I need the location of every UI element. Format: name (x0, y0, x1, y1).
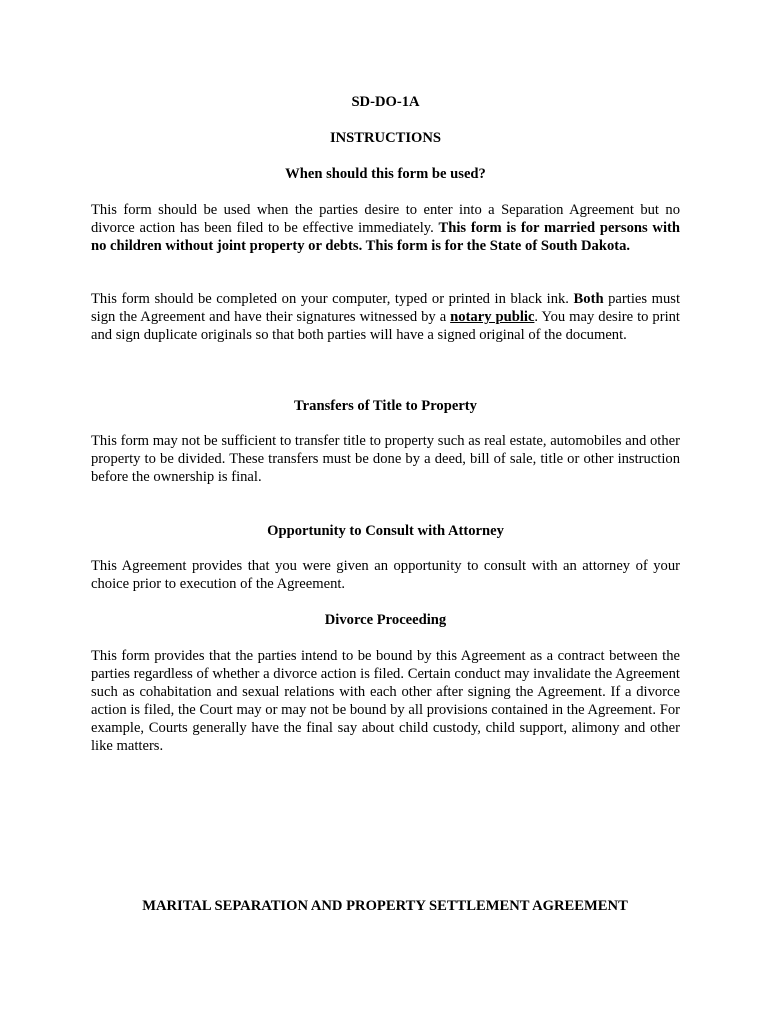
when-used-paragraph-1 (91, 201, 680, 255)
when-used-heading: When should this form be used? (285, 166, 486, 182)
attorney-paragraph: This Agreement provides that you were given an opportunity to consult with an attorney of your choice prior to execution of the Agreement. (91, 558, 680, 592)
p1-text: This form should be used when the parties desire to enter into a Separation Agreement but no divorce action has been filed to be effective immediately. (91, 202, 680, 236)
p2-text-c: parties must sign the Agreement and have their signatures witnessed by a (91, 291, 680, 325)
when-used-paragraph-2 (91, 290, 680, 344)
attorney-heading: Opportunity to Consult with Attorney (267, 523, 504, 539)
divorce-paragraph: This form provides that the parties intend to be bound by this Agreement as a contract between the parties regardless of whether a divorce action is filed. Certain conduct may invalidate the Agreement such as cohabitation and sexual relations with each other after signing the Agreement. If a divorce action is filed, the Court may or may not be bound by all provisions contained in the Agreement. For example, Courts generally have the final say about child custody, child support, alimony and other like matters. (91, 648, 680, 754)
transfers-paragraph: This form may not be sufficient to transfer title to property such as real estate, automobiles and other property to be divided. These transfers must be done by a deed, bill of sale, title or other instruction before the ownership is final. (91, 433, 680, 485)
p2-text-a: This form should be completed on your computer, typed or printed in black ink. (91, 291, 574, 307)
notary-public-text: notary public (450, 309, 535, 325)
p2-text-e: . You may desire to print and sign duplicate originals so that both parties will have a signed original of the document. (91, 309, 680, 343)
divorce-heading: Divorce Proceeding (324, 612, 447, 628)
p1-bold-text: This form is for married persons with no children without joint property or debts. This form is for the State of South Dakota. (91, 220, 680, 254)
p2-bold-both: Both (573, 291, 604, 307)
agreement-title: MARITAL SEPARATION AND PROPERTY SETTLEMENT AGREEMENT (142, 898, 628, 914)
instructions-heading: INSTRUCTIONS (329, 130, 442, 146)
transfers-heading: Transfers of Title to Property (294, 398, 477, 414)
form-code: SD-DO-1A (351, 94, 420, 110)
